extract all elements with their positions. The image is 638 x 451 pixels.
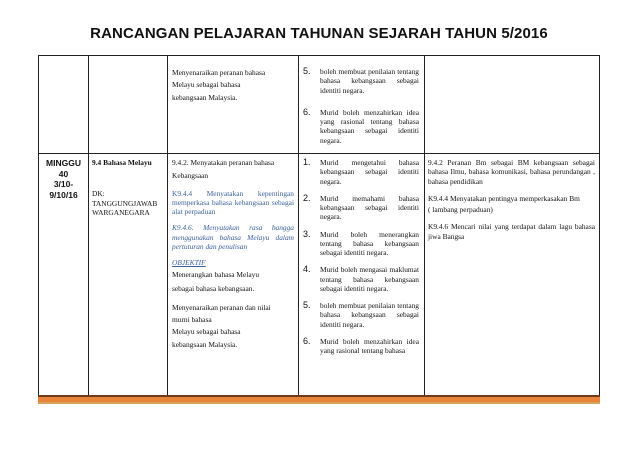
row1-objective-line: Menyenaraikan peranan bahasa [172,68,266,77]
col-divider-4 [424,55,425,395]
objective1-line: Menerangkan bahasa Melayu [172,270,260,280]
outcome-number: 6. [303,106,311,117]
objective2-line: Menyenaraikan peranan dan nilai [172,302,271,312]
outcome-item [303,67,419,95]
outcome-number: 2. [303,192,311,203]
outcome-item [303,337,419,356]
table-right-border [599,55,600,395]
outcome-text: Murid mengetahui bahasa kebangsaan sebagai identiti negara. [320,158,419,186]
row1-objective-line: Melayu sebagai bahasa [172,80,241,90]
outcome-text: Murid memahami bahasa kebangsaan sebagai identiti negara. [320,193,419,222]
standard-statement-cont: Kebangsaan [172,171,209,181]
col-divider-2 [167,55,168,395]
week-cell [40,158,87,201]
objective2-line: Melayu sebagai bahasa [172,327,241,337]
outcome-number: 1. [303,157,311,167]
table-left-border [38,55,39,395]
dk-label: DK: [92,189,105,199]
standard-statement: 9.4.2. Menyatakan peranan bahasa [172,158,275,167]
outcome-text: boleh membuat penilaian tentang bahasa kebangsaan sebagai identiti negara. [320,67,419,95]
outcome-item [303,265,419,293]
outcome-number: 4. [303,264,311,275]
objective1-line: sebagai bahasa kebangsaan. [172,283,255,293]
outcome-item [303,194,419,222]
objective2-line: murni bahasa [172,315,212,324]
row1-outcomes-cell [303,67,419,153]
activities-cell [428,158,595,241]
week-number: 40 [58,168,69,179]
document-title: RANCANGAN PELAJARAN TAHUNAN SEJARAH TAHUN 5/2016 [90,25,548,42]
dk-line: WARGANEGARA [92,207,150,217]
outcome-item [303,230,419,258]
objektif-heading: OBJEKTIF [172,258,206,267]
standard-cell [172,158,294,349]
outcome-text: Murid boleh menzahirkan idea yang rasional tentang bahasa [320,336,419,355]
activity-9-4-2: 9.4.2 Peranan Bm sebagai BM kebangsaan sebagai bahasa Ilmu, bahasa komunikasi, bahasa perundangan , bahasa pendidikan [428,158,595,186]
outcome-number: 3. [303,228,311,239]
outcome-number: 5. [303,300,311,310]
dk-line: TANGGUNGJAWAB [92,198,158,208]
outcome-item [303,301,419,329]
table-top-border [38,55,600,56]
outcome-number: 5. [303,66,311,76]
row1-objective-cell [172,68,294,102]
outcome-item [303,158,419,186]
outcome-number: 6. [303,335,311,346]
col-divider-3 [298,55,299,395]
row-divider [38,153,600,154]
activity-k944-note: ( lambang perpaduan) [428,205,493,214]
week-label: MINGGU [46,158,81,168]
outcome-item [303,108,419,145]
topic-cell [92,158,166,217]
topic-title: 9.4 Bahasa Melayu [92,158,152,167]
week-date-end: 9/10/16 [49,189,78,200]
col-divider-1 [88,55,89,395]
outcome-text: boleh membuat penilaian tentang bahasa kebangsaan sebagai identiti negara. [320,301,419,329]
row1-objective-line: kebangsaan Malaysia. [172,92,238,102]
outcomes-cell [303,158,419,363]
activity-k944: K9.4.4 Menyatakan pentingya memperkasakan Bm [428,193,580,203]
outcome-text: Murid boleh menzahirkan idea yang rasional tentang bahasa kebangsaan sebagai identiti negara. [320,107,419,145]
k946-text: K9.4.6. Menyatakan rasa bangga menggunakan bahasa Melayu dalam pertuturan dan penulisan [172,223,294,251]
k944-text: K9.4.4 Menyatakan kepentingan memperkasa bahasa kebangsaan sebagai alat perpaduan [172,188,294,216]
footer-band-tan [38,402,600,404]
outcome-text: Murid boleh mengasai maklumat tentang bahasa kebangsaan sebagai identiti negara. [320,265,419,293]
outcome-text: Murid boleh menerangkan tentang bahasa kebangsaan sebagai identiti negara. [320,229,419,257]
activity-k946: K9.4.6 Mencari nilai yang terdapat dalam lagu bahasa jiwa Bangsa [428,222,595,241]
objective2-line: kebangsaan Malaysia. [172,339,238,349]
week-date-start: 3/10- [53,179,74,190]
